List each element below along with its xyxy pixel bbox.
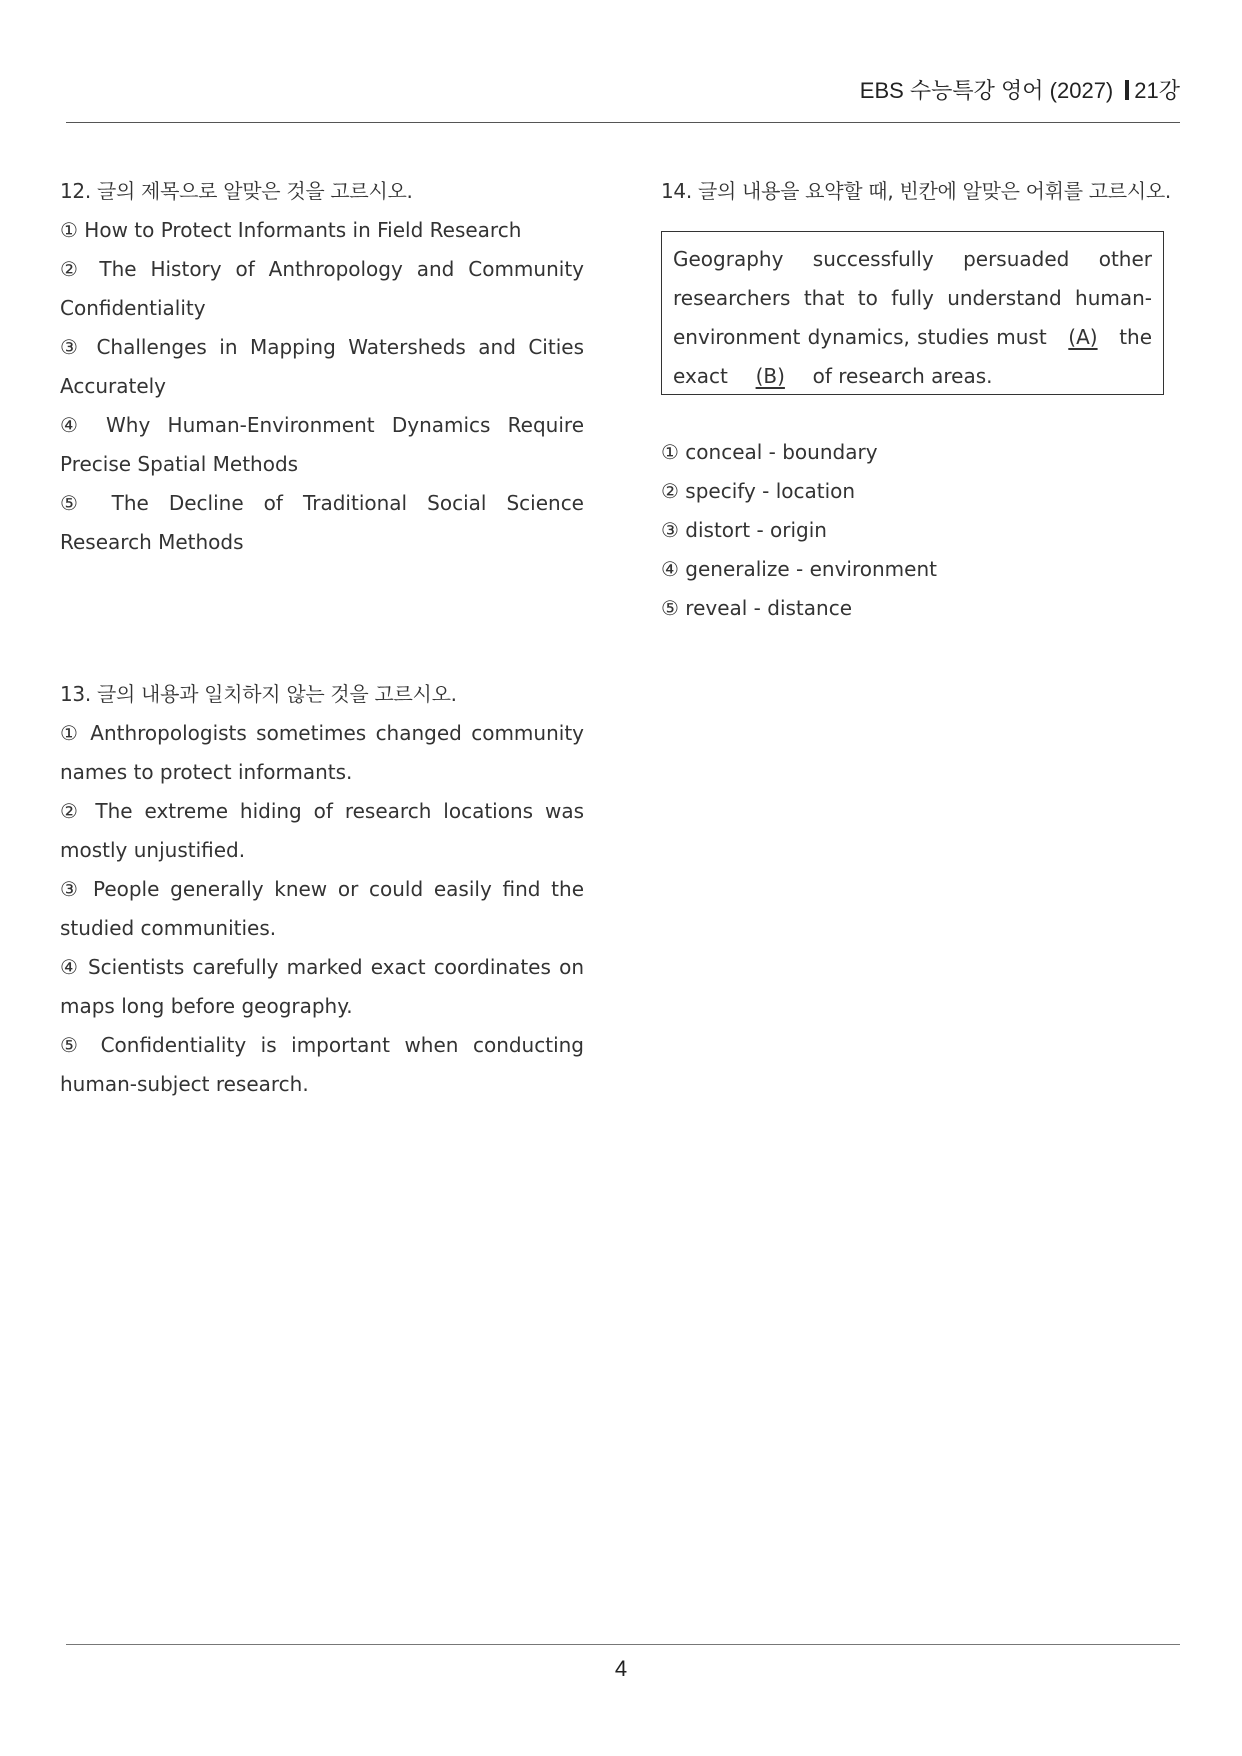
question-14-option-4[interactable]: ④ generalize - environment <box>661 557 937 581</box>
question-12-option-4[interactable]: ④ Why Human-Environment Dynamics Require Precise Spatial Methods <box>60 413 584 476</box>
question-13-option-1[interactable]: ① Anthropologists sometimes changed community names to protect informants. <box>60 721 584 784</box>
question-14-option-1[interactable]: ① conceal - boundary <box>661 440 878 464</box>
question-13-option-5[interactable]: ⑤ Confidentiality is important when conducting human-subject research. <box>60 1033 584 1096</box>
header-lesson: 21강 <box>1134 78 1180 103</box>
question-13-title: 13. 글의 내용과 일치하지 않는 것을 고르시오. <box>60 682 457 706</box>
page-header <box>66 62 1180 123</box>
summary-text-part-2: the exact <box>673 325 1153 388</box>
summary-text-part-1: Geography successfully persuaded other researchers that to fully understand human-environment dynamics, studies must <box>673 247 1152 349</box>
question-spacer <box>60 562 584 675</box>
question-13-option-4[interactable]: ④ Scientists carefully marked exact coordinates on maps long before geography. <box>60 955 584 1018</box>
question-14 <box>661 172 1185 628</box>
footer-divider <box>66 1644 1180 1645</box>
right-column <box>661 172 1185 628</box>
question-14-options <box>661 433 1185 628</box>
question-13-option-2[interactable]: ② The extreme hiding of research locations was mostly unjustified. <box>60 799 584 862</box>
blank-b: (B) <box>755 364 785 388</box>
header-divider-bar <box>1125 80 1129 100</box>
question-14-option-3[interactable]: ③ distort - origin <box>661 518 827 542</box>
header-text <box>860 74 1180 105</box>
question-12 <box>60 172 584 562</box>
summary-text-part-3: of research areas. <box>812 364 993 388</box>
header-title: EBS 수능특강 영어 (2027) <box>859 78 1114 103</box>
question-12-option-5[interactable]: ⑤ The Decline of Traditional Social Science Research Methods <box>60 491 584 554</box>
summary-box <box>661 231 1164 395</box>
question-14-option-5[interactable]: ⑤ reveal - distance <box>661 596 853 620</box>
question-14-option-2[interactable]: ② specify - location <box>661 479 856 503</box>
question-12-option-1[interactable]: ① How to Protect Informants in Field Research <box>60 218 522 242</box>
question-13-option-3[interactable]: ③ People generally knew or could easily find the studied communities. <box>60 877 584 940</box>
question-14-title: 14. 글의 내용을 요약할 때, 빈칸에 알맞은 어휘를 고르시오. <box>661 179 1171 203</box>
left-column <box>60 172 584 1104</box>
blank-a: (A) <box>1068 325 1098 349</box>
page-number: 4 <box>614 1656 628 1681</box>
question-13 <box>60 675 584 1104</box>
question-12-title: 12. 글의 제목으로 알맞은 것을 고르시오. <box>60 179 413 203</box>
question-12-option-2[interactable]: ② The History of Anthropology and Community Confidentiality <box>60 257 584 320</box>
question-12-option-3[interactable]: ③ Challenges in Mapping Watersheds and Cities Accurately <box>60 335 584 398</box>
